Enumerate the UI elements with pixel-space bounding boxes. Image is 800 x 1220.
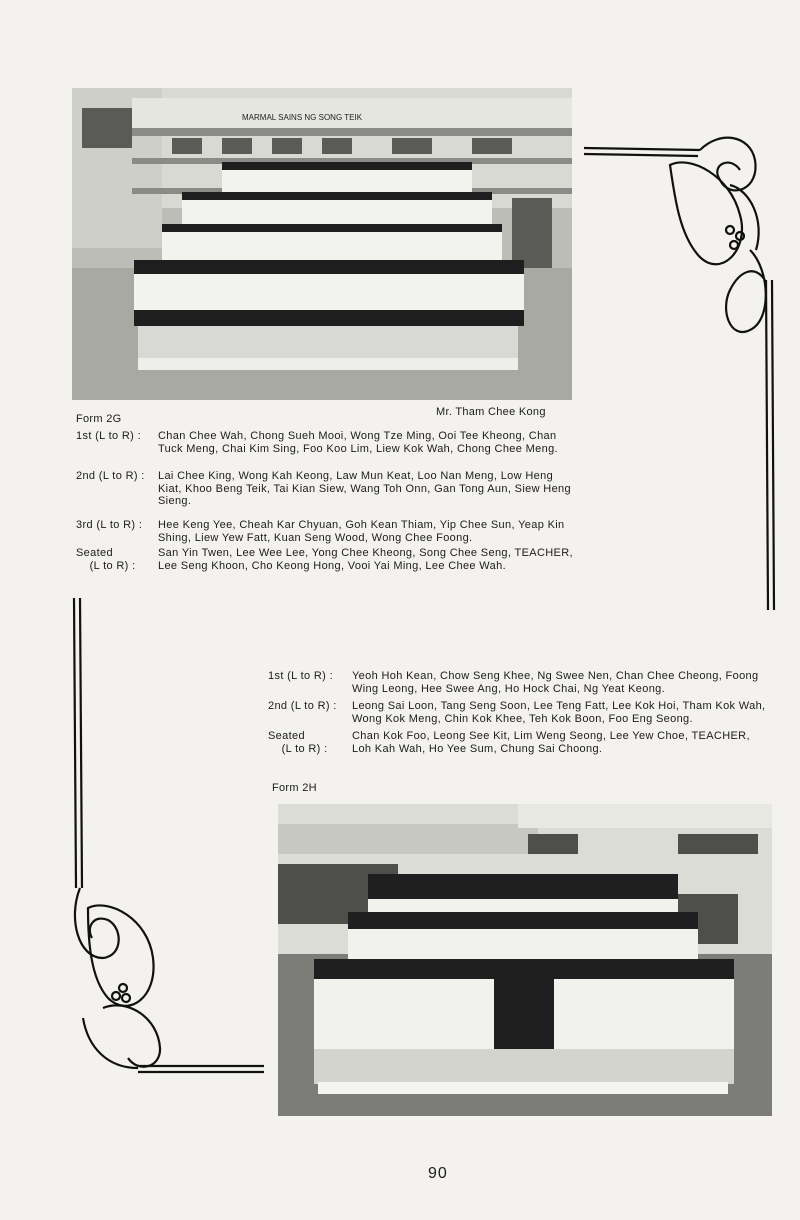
row-label: Seated (L to R) : <box>76 547 136 572</box>
row-names: Leong Sai Loon, Tang Seng Soon, Lee Teng Fatt, Lee Kok Hoi, Tham Kok Wah, Wong Kok Meng, Chin Kok Khee, Teh Kok Boon, Foo Eng Seong. <box>352 700 766 725</box>
row-label: Seated (L to R) : <box>268 730 328 755</box>
row-label: 2nd (L to R) : <box>268 700 337 712</box>
form-2g-name-list <box>76 430 586 590</box>
form-2h-row-seated <box>268 730 772 755</box>
form-2g-row-2nd <box>76 470 580 508</box>
building-sign-text: MARMAL SAINS NG SONG TEIK <box>242 113 363 122</box>
row-names: Hee Keng Yee, Cheah Kar Chyuan, Goh Kean Thiam, Yip Chee Sun, Yeap Kin Shing, Liew Yew Fatt, Kuan Seng Wood, Wong Chee Foong. <box>158 519 565 544</box>
form-2g-row-3rd <box>76 519 580 544</box>
form-2g-row-seated <box>76 547 580 572</box>
row-label: 1st (L to R) : <box>76 430 142 442</box>
row-names: Chan Chee Wah, Chong Sueh Mooi, Wong Tze Ming, Ooi Tee Kheong, Chan Tuck Meng, Chai Kim Sing, Foo Koo Lim, Liew Kok Wah, Chong Chee Meng. <box>158 430 558 455</box>
row-names: San Yin Twen, Lee Wee Lee, Yong Chee Kheong, Song Chee Seng, TEACHER, Lee Seng Khoon, Cho Keong Hong, Vooi Yai Ming, Lee Chee Wah. <box>158 547 573 572</box>
form-2g-teacher-name: Mr. Tham Chee Kong <box>436 406 546 418</box>
row-names: Lai Chee King, Wong Kah Keong, Law Mun Keat, Loo Nan Meng, Low Heng Kiat, Khoo Beng Teik, Tai Kian Siew, Wang Toh Onn, Gan Tong Aun, Siew Heng Sieng. <box>158 470 571 507</box>
form-2h-class-photo <box>278 804 772 1116</box>
ornamental-border-bottom-left <box>68 598 268 1080</box>
form-2h-row-2nd <box>268 700 772 725</box>
form-2h-name-list <box>268 670 778 760</box>
form-2g-class-photo <box>72 88 572 400</box>
form-2g-row-1st <box>76 430 580 455</box>
row-label: 1st (L to R) : <box>268 670 334 682</box>
row-label: 2nd (L to R) : <box>76 470 145 482</box>
row-names: Chan Kok Foo, Leong See Kit, Lim Weng Seong, Lee Yew Choe, TEACHER, Loh Kah Wah, Ho Yee Sum, Chung Sai Choong. <box>352 730 750 755</box>
page-number: 90 <box>428 1165 448 1182</box>
form-2h-label: Form 2H <box>272 782 317 794</box>
row-names: Yeoh Hoh Kean, Chow Seng Khee, Ng Swee Nen, Chan Chee Cheong, Foong Wing Leong, Hee Swee Ang, Ho Hock Chai, Ng Yeat Keong. <box>352 670 759 695</box>
form-2h-row-1st <box>268 670 772 695</box>
ornamental-border-top-right <box>580 130 780 615</box>
form-2g-label: Form 2G <box>76 413 122 425</box>
row-label: 3rd (L to R) : <box>76 519 143 531</box>
